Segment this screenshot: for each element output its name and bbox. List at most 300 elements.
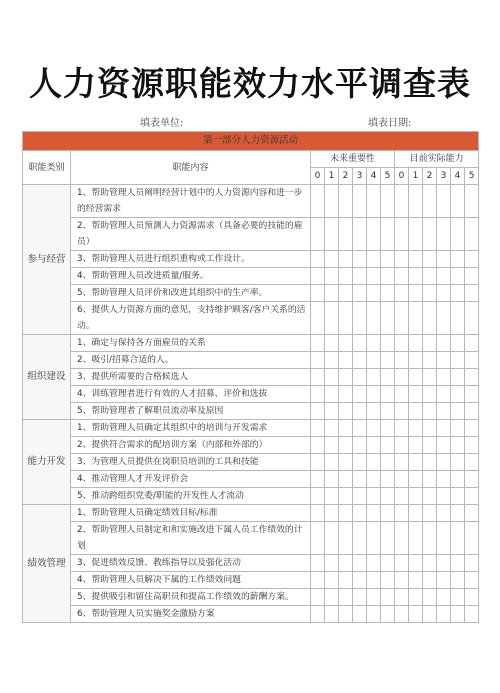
table-row — [23, 437, 479, 454]
capability-scale-2: 2 — [423, 168, 437, 185]
importance-rating-cell[interactable] — [367, 555, 381, 572]
capability-rating-cell[interactable] — [465, 454, 479, 471]
importance-scale-3: 3 — [353, 168, 367, 185]
importance-rating-cell[interactable] — [325, 251, 339, 268]
capability-rating-cell[interactable] — [437, 185, 451, 218]
importance-rating-cell[interactable] — [311, 386, 325, 403]
capability-rating-cell[interactable] — [465, 268, 479, 285]
capability-rating-cell[interactable] — [465, 251, 479, 268]
capability-rating-cell[interactable] — [423, 522, 437, 555]
importance-rating-cell[interactable] — [353, 471, 367, 488]
importance-rating-cell[interactable] — [325, 454, 339, 471]
capability-rating-cell[interactable] — [395, 420, 409, 437]
capability-rating-cell[interactable] — [451, 369, 465, 386]
importance-rating-cell[interactable] — [339, 185, 353, 218]
capability-rating-cell[interactable] — [437, 369, 451, 386]
capability-rating-cell[interactable] — [465, 403, 479, 420]
capability-scale-3: 3 — [437, 168, 451, 185]
importance-rating-cell[interactable] — [367, 505, 381, 522]
importance-rating-cell[interactable] — [381, 403, 395, 420]
importance-rating-cell[interactable] — [353, 606, 367, 623]
function-item: 5、推动跨组织党委/职能的开发性人才流动 — [71, 488, 311, 505]
capability-rating-cell[interactable] — [423, 505, 437, 522]
capability-rating-cell[interactable] — [451, 522, 465, 555]
capability-rating-cell[interactable] — [409, 488, 423, 505]
capability-rating-cell[interactable] — [409, 302, 423, 335]
importance-rating-cell[interactable] — [367, 572, 381, 589]
capability-rating-cell[interactable] — [423, 403, 437, 420]
capability-rating-cell[interactable] — [395, 437, 409, 454]
importance-rating-cell[interactable] — [353, 437, 367, 454]
capability-rating-cell[interactable] — [395, 471, 409, 488]
importance-rating-cell[interactable] — [353, 555, 367, 572]
function-item: 2、吸引/招募合适的人。 — [71, 352, 311, 369]
importance-rating-cell[interactable] — [311, 606, 325, 623]
capability-rating-cell[interactable] — [451, 285, 465, 302]
importance-rating-cell[interactable] — [367, 403, 381, 420]
importance-rating-cell[interactable] — [353, 572, 367, 589]
capability-rating-cell[interactable] — [451, 555, 465, 572]
importance-rating-cell[interactable] — [325, 218, 339, 251]
importance-rating-cell[interactable] — [311, 369, 325, 386]
importance-rating-cell[interactable] — [353, 185, 367, 218]
capability-rating-cell[interactable] — [451, 589, 465, 606]
importance-rating-cell[interactable] — [325, 352, 339, 369]
capability-rating-cell[interactable] — [437, 606, 451, 623]
capability-rating-cell[interactable] — [409, 352, 423, 369]
capability-rating-cell[interactable] — [395, 302, 409, 335]
importance-rating-cell[interactable] — [311, 555, 325, 572]
capability-rating-cell[interactable] — [423, 185, 437, 218]
function-item: 1、帮助管理人员阐明经营计划中的人力资源内容和进一步的经营需求 — [71, 185, 311, 218]
importance-rating-cell[interactable] — [381, 488, 395, 505]
capability-rating-cell[interactable] — [395, 251, 409, 268]
importance-rating-cell[interactable] — [381, 454, 395, 471]
capability-rating-cell[interactable] — [409, 505, 423, 522]
importance-rating-cell[interactable] — [311, 285, 325, 302]
importance-rating-cell[interactable] — [325, 369, 339, 386]
importance-rating-cell[interactable] — [381, 572, 395, 589]
capability-rating-cell[interactable] — [437, 572, 451, 589]
capability-rating-cell[interactable] — [437, 285, 451, 302]
importance-rating-cell[interactable] — [381, 606, 395, 623]
capability-rating-cell[interactable] — [465, 218, 479, 251]
capability-rating-cell[interactable] — [409, 454, 423, 471]
capability-rating-cell[interactable] — [437, 471, 451, 488]
importance-scale-5: 5 — [381, 168, 395, 185]
importance-rating-cell[interactable] — [353, 218, 367, 251]
importance-rating-cell[interactable] — [381, 335, 395, 352]
capability-rating-cell[interactable] — [465, 386, 479, 403]
capability-rating-cell[interactable] — [451, 335, 465, 352]
importance-rating-cell[interactable] — [381, 522, 395, 555]
capability-rating-cell[interactable] — [395, 386, 409, 403]
category-cell: 绩效管理 — [23, 505, 71, 623]
importance-rating-cell[interactable] — [381, 386, 395, 403]
importance-rating-cell[interactable] — [367, 522, 381, 555]
importance-rating-cell[interactable] — [311, 589, 325, 606]
capability-rating-cell[interactable] — [423, 268, 437, 285]
importance-rating-cell[interactable] — [353, 505, 367, 522]
capability-rating-cell[interactable] — [423, 572, 437, 589]
importance-rating-cell[interactable] — [325, 471, 339, 488]
importance-rating-cell[interactable] — [339, 589, 353, 606]
importance-rating-cell[interactable] — [367, 268, 381, 285]
capability-rating-cell[interactable] — [465, 488, 479, 505]
capability-rating-cell[interactable] — [465, 522, 479, 555]
capability-rating-cell[interactable] — [409, 572, 423, 589]
importance-rating-cell[interactable] — [311, 420, 325, 437]
table-row — [23, 369, 479, 386]
capability-rating-cell[interactable] — [437, 555, 451, 572]
capability-rating-cell[interactable] — [437, 302, 451, 335]
capability-rating-cell[interactable] — [409, 471, 423, 488]
capability-rating-cell[interactable] — [423, 454, 437, 471]
table-row — [23, 268, 479, 285]
importance-rating-cell[interactable] — [339, 302, 353, 335]
capability-rating-cell[interactable] — [423, 589, 437, 606]
importance-rating-cell[interactable] — [311, 352, 325, 369]
table-row — [23, 285, 479, 302]
content-header: 职能内容 — [71, 151, 311, 185]
capability-rating-cell[interactable] — [409, 589, 423, 606]
importance-rating-cell[interactable] — [367, 302, 381, 335]
importance-rating-cell[interactable] — [367, 606, 381, 623]
function-item: 1、帮助管理人员确定其组织中的培训与开发需求 — [71, 420, 311, 437]
capability-rating-cell[interactable] — [451, 352, 465, 369]
importance-rating-cell[interactable] — [311, 522, 325, 555]
importance-rating-cell[interactable] — [325, 572, 339, 589]
capability-rating-cell[interactable] — [451, 302, 465, 335]
capability-rating-cell[interactable] — [437, 403, 451, 420]
capability-rating-cell[interactable] — [423, 369, 437, 386]
capability-rating-cell[interactable] — [465, 606, 479, 623]
table-row — [23, 606, 479, 623]
capability-rating-cell[interactable] — [451, 268, 465, 285]
capability-rating-cell[interactable] — [437, 437, 451, 454]
importance-rating-cell[interactable] — [339, 335, 353, 352]
importance-rating-cell[interactable] — [381, 185, 395, 218]
capability-rating-cell[interactable] — [409, 403, 423, 420]
category-cell: 组织建设 — [23, 335, 71, 420]
importance-rating-cell[interactable] — [353, 454, 367, 471]
importance-rating-cell[interactable] — [381, 505, 395, 522]
capability-rating-cell[interactable] — [395, 268, 409, 285]
importance-rating-cell[interactable] — [353, 352, 367, 369]
importance-rating-cell[interactable] — [339, 454, 353, 471]
importance-rating-cell[interactable] — [381, 555, 395, 572]
capability-rating-cell[interactable] — [465, 369, 479, 386]
importance-rating-cell[interactable] — [381, 302, 395, 335]
importance-rating-cell[interactable] — [367, 589, 381, 606]
capability-rating-cell[interactable] — [409, 386, 423, 403]
capability-rating-cell[interactable] — [465, 352, 479, 369]
capability-rating-cell[interactable] — [465, 505, 479, 522]
category-header: 职能类别 — [23, 151, 71, 185]
capability-rating-cell[interactable] — [395, 285, 409, 302]
capability-rating-cell[interactable] — [395, 454, 409, 471]
capability-rating-cell[interactable] — [451, 218, 465, 251]
capability-rating-cell[interactable] — [409, 369, 423, 386]
capability-rating-cell[interactable] — [395, 505, 409, 522]
capability-rating-cell[interactable] — [395, 522, 409, 555]
capability-rating-cell[interactable] — [423, 302, 437, 335]
importance-rating-cell[interactable] — [339, 555, 353, 572]
importance-rating-cell[interactable] — [311, 268, 325, 285]
capability-rating-cell[interactable] — [423, 285, 437, 302]
capability-rating-cell[interactable] — [451, 606, 465, 623]
capability-rating-cell[interactable] — [423, 437, 437, 454]
capability-rating-cell[interactable] — [409, 437, 423, 454]
capability-rating-cell[interactable] — [423, 251, 437, 268]
importance-rating-cell[interactable] — [367, 251, 381, 268]
capability-rating-cell[interactable] — [395, 589, 409, 606]
importance-rating-cell[interactable] — [339, 251, 353, 268]
capability-rating-cell[interactable] — [395, 488, 409, 505]
capability-rating-cell[interactable] — [423, 471, 437, 488]
capability-rating-cell[interactable] — [395, 606, 409, 623]
importance-rating-cell[interactable] — [367, 437, 381, 454]
function-item: 4、训练管理者进行有效的人才招募、评价和选拔 — [71, 386, 311, 403]
importance-rating-cell[interactable] — [325, 403, 339, 420]
importance-rating-cell[interactable] — [339, 352, 353, 369]
capability-rating-cell[interactable] — [451, 471, 465, 488]
table-row — [23, 572, 479, 589]
capability-rating-cell[interactable] — [437, 335, 451, 352]
importance-rating-cell[interactable] — [325, 268, 339, 285]
capability-rating-cell[interactable] — [465, 420, 479, 437]
table-row — [23, 488, 479, 505]
importance-rating-cell[interactable] — [339, 488, 353, 505]
capability-rating-cell[interactable] — [423, 555, 437, 572]
capability-rating-cell[interactable] — [423, 488, 437, 505]
capability-rating-cell[interactable] — [423, 420, 437, 437]
capability-rating-cell[interactable] — [423, 218, 437, 251]
importance-rating-cell[interactable] — [339, 268, 353, 285]
importance-rating-cell[interactable] — [339, 218, 353, 251]
function-item: 6、提供人力资源方面的意见，支持维护顾客/客户关系的活动。 — [71, 302, 311, 335]
capability-rating-cell[interactable] — [437, 420, 451, 437]
capability-rating-cell[interactable] — [409, 522, 423, 555]
capability-rating-cell[interactable] — [409, 606, 423, 623]
capability-rating-cell[interactable] — [465, 285, 479, 302]
table-row — [23, 386, 479, 403]
capability-rating-cell[interactable] — [451, 386, 465, 403]
capability-rating-cell[interactable] — [395, 352, 409, 369]
capability-rating-cell[interactable] — [395, 403, 409, 420]
capability-rating-cell[interactable] — [437, 522, 451, 555]
importance-rating-cell[interactable] — [339, 285, 353, 302]
importance-rating-cell[interactable] — [367, 454, 381, 471]
capability-rating-cell[interactable] — [409, 218, 423, 251]
capability-rating-cell[interactable] — [451, 437, 465, 454]
capability-rating-cell[interactable] — [451, 505, 465, 522]
importance-rating-cell[interactable] — [311, 471, 325, 488]
capability-rating-cell[interactable] — [437, 251, 451, 268]
importance-rating-cell[interactable] — [339, 437, 353, 454]
importance-rating-cell[interactable] — [381, 285, 395, 302]
importance-rating-cell[interactable] — [353, 403, 367, 420]
importance-rating-cell[interactable] — [367, 369, 381, 386]
importance-scale-0: 0 — [311, 168, 325, 185]
importance-rating-cell[interactable] — [311, 185, 325, 218]
capability-rating-cell[interactable] — [437, 386, 451, 403]
importance-rating-cell[interactable] — [381, 218, 395, 251]
importance-rating-cell[interactable] — [325, 285, 339, 302]
importance-rating-cell[interactable] — [311, 488, 325, 505]
capability-rating-cell[interactable] — [409, 555, 423, 572]
importance-rating-cell[interactable] — [311, 454, 325, 471]
importance-rating-cell[interactable] — [311, 437, 325, 454]
importance-rating-cell[interactable] — [353, 251, 367, 268]
capability-rating-cell[interactable] — [409, 185, 423, 218]
capability-rating-cell[interactable] — [451, 251, 465, 268]
importance-rating-cell[interactable] — [353, 589, 367, 606]
importance-rating-cell[interactable] — [381, 437, 395, 454]
importance-rating-cell[interactable] — [381, 268, 395, 285]
importance-rating-cell[interactable] — [339, 420, 353, 437]
importance-rating-cell[interactable] — [367, 335, 381, 352]
importance-rating-cell[interactable] — [353, 268, 367, 285]
function-item: 5、提供吸引和留住高职员和提高工作绩效的薪酬方案。 — [71, 589, 311, 606]
capability-scale-0: 0 — [395, 168, 409, 185]
capability-rating-cell[interactable] — [451, 454, 465, 471]
capability-rating-cell[interactable] — [451, 420, 465, 437]
capability-rating-cell[interactable] — [423, 606, 437, 623]
capability-rating-cell[interactable] — [437, 352, 451, 369]
importance-rating-cell[interactable] — [381, 589, 395, 606]
importance-rating-cell[interactable] — [339, 572, 353, 589]
capability-rating-cell[interactable] — [465, 555, 479, 572]
fill-unit-label: 填表单位: — [140, 118, 184, 129]
capability-rating-cell[interactable] — [451, 488, 465, 505]
importance-rating-cell[interactable] — [367, 471, 381, 488]
importance-rating-cell[interactable] — [381, 251, 395, 268]
importance-rating-cell[interactable] — [325, 302, 339, 335]
capability-rating-cell[interactable] — [395, 555, 409, 572]
importance-rating-cell[interactable] — [353, 302, 367, 335]
importance-rating-cell[interactable] — [367, 185, 381, 218]
capability-rating-cell[interactable] — [437, 454, 451, 471]
importance-rating-cell[interactable] — [311, 251, 325, 268]
importance-rating-cell[interactable] — [325, 555, 339, 572]
importance-rating-cell[interactable] — [325, 386, 339, 403]
capability-scale-1: 1 — [409, 168, 423, 185]
importance-rating-cell[interactable] — [325, 185, 339, 218]
importance-rating-cell[interactable] — [367, 218, 381, 251]
capability-rating-cell[interactable] — [465, 471, 479, 488]
table-row — [23, 522, 479, 555]
importance-rating-cell[interactable] — [325, 505, 339, 522]
importance-rating-cell[interactable] — [353, 420, 367, 437]
importance-rating-cell[interactable] — [353, 285, 367, 302]
capability-rating-cell[interactable] — [409, 268, 423, 285]
importance-rating-cell[interactable] — [367, 488, 381, 505]
importance-rating-cell[interactable] — [311, 403, 325, 420]
capability-rating-cell[interactable] — [409, 285, 423, 302]
capability-rating-cell[interactable] — [437, 589, 451, 606]
importance-rating-cell[interactable] — [325, 488, 339, 505]
importance-rating-cell[interactable] — [339, 522, 353, 555]
capability-rating-cell[interactable] — [451, 403, 465, 420]
importance-rating-cell[interactable] — [381, 420, 395, 437]
importance-rating-cell[interactable] — [381, 352, 395, 369]
capability-rating-cell[interactable] — [437, 488, 451, 505]
capability-rating-cell[interactable] — [395, 218, 409, 251]
survey-table — [22, 131, 479, 623]
importance-rating-cell[interactable] — [339, 505, 353, 522]
capability-rating-cell[interactable] — [395, 572, 409, 589]
capability-rating-cell[interactable] — [451, 185, 465, 218]
capability-rating-cell[interactable] — [437, 268, 451, 285]
capability-rating-cell[interactable] — [465, 572, 479, 589]
capability-rating-cell[interactable] — [409, 420, 423, 437]
capability-rating-cell[interactable] — [423, 386, 437, 403]
importance-rating-cell[interactable] — [339, 369, 353, 386]
importance-rating-cell[interactable] — [381, 471, 395, 488]
importance-rating-cell[interactable] — [311, 572, 325, 589]
importance-rating-cell[interactable] — [353, 335, 367, 352]
capability-rating-cell[interactable] — [465, 302, 479, 335]
function-item: 3、提供所需要的合格候选人 — [71, 369, 311, 386]
importance-rating-cell[interactable] — [353, 369, 367, 386]
table-row — [23, 335, 479, 352]
importance-rating-cell[interactable] — [311, 302, 325, 335]
capability-rating-cell[interactable] — [395, 369, 409, 386]
importance-rating-cell[interactable] — [367, 352, 381, 369]
importance-rating-cell[interactable] — [325, 335, 339, 352]
capability-rating-cell[interactable] — [395, 335, 409, 352]
importance-rating-cell[interactable] — [353, 488, 367, 505]
importance-rating-cell[interactable] — [339, 386, 353, 403]
page-title: 人力资源职能效力水平调查表 — [29, 64, 471, 103]
capability-rating-cell[interactable] — [465, 437, 479, 454]
importance-rating-cell[interactable] — [325, 437, 339, 454]
capability-rating-cell[interactable] — [423, 352, 437, 369]
importance-rating-cell[interactable] — [367, 386, 381, 403]
capability-rating-cell[interactable] — [465, 335, 479, 352]
importance-rating-cell[interactable] — [381, 369, 395, 386]
importance-rating-cell[interactable] — [311, 505, 325, 522]
capability-rating-cell[interactable] — [437, 505, 451, 522]
capability-rating-cell[interactable] — [423, 335, 437, 352]
importance-rating-cell[interactable] — [311, 218, 325, 251]
capability-rating-cell[interactable] — [409, 335, 423, 352]
importance-rating-cell[interactable] — [367, 285, 381, 302]
importance-rating-cell[interactable] — [325, 420, 339, 437]
importance-rating-cell[interactable] — [311, 335, 325, 352]
importance-header: 未来重要性 — [311, 151, 395, 168]
importance-rating-cell[interactable] — [325, 606, 339, 623]
category-cell: 参与经营 — [23, 185, 71, 335]
importance-rating-cell[interactable] — [339, 606, 353, 623]
function-item: 3、为管理人员提供在岗职员培训的工具和技能 — [71, 454, 311, 471]
function-item: 4、推动管理人才开发评价会 — [71, 471, 311, 488]
capability-rating-cell[interactable] — [395, 185, 409, 218]
importance-rating-cell[interactable] — [325, 589, 339, 606]
importance-rating-cell[interactable] — [367, 420, 381, 437]
capability-rating-cell[interactable] — [409, 251, 423, 268]
capability-rating-cell[interactable] — [437, 218, 451, 251]
capability-rating-cell[interactable] — [465, 185, 479, 218]
importance-rating-cell[interactable] — [339, 403, 353, 420]
importance-rating-cell[interactable] — [325, 522, 339, 555]
importance-rating-cell[interactable] — [353, 386, 367, 403]
capability-rating-cell[interactable] — [451, 572, 465, 589]
importance-rating-cell[interactable] — [339, 471, 353, 488]
importance-rating-cell[interactable] — [353, 522, 367, 555]
capability-rating-cell[interactable] — [465, 589, 479, 606]
